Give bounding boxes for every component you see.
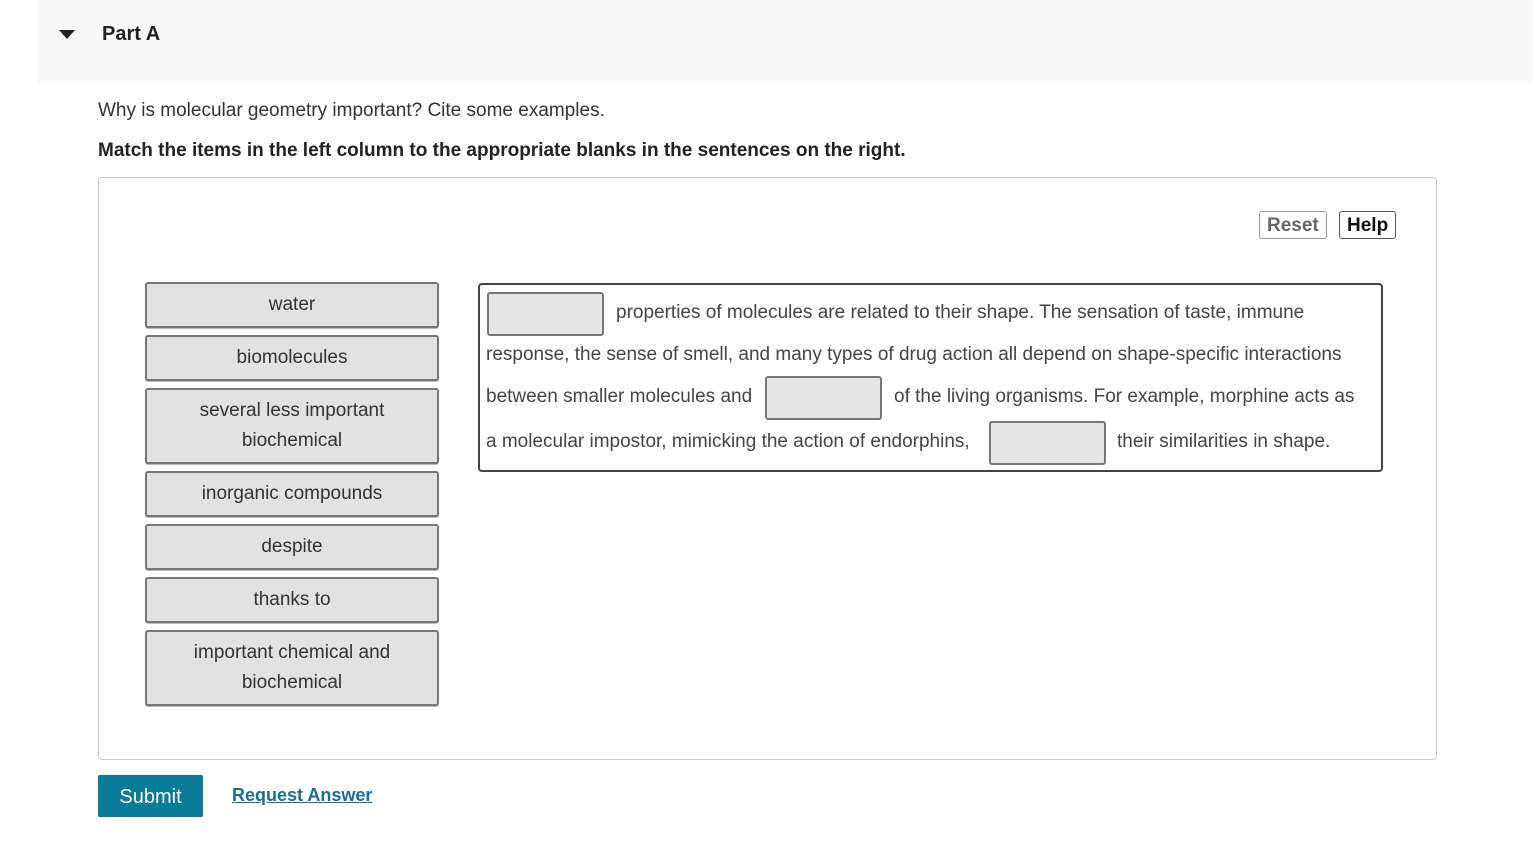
instruction-text: Match the items in the left column to the appropriate blanks in the sentences on the right. [98, 140, 906, 161]
question-text: Why is molecular geometry important? Cite some examples. [98, 100, 605, 121]
blank-3[interactable] [989, 421, 1106, 465]
part-header[interactable] [38, 0, 1533, 83]
drag-item-label: several less important biochemical [199, 400, 385, 451]
request-answer-link[interactable]: Request Answer [232, 785, 373, 805]
drag-item-label: thanks to [253, 589, 331, 610]
help-button[interactable]: Help [1339, 211, 1396, 239]
submit-button[interactable]: Submit [98, 775, 203, 817]
drag-item-label: inorganic compounds [201, 483, 383, 504]
sentence-text: their similarities in shape. [1117, 431, 1331, 452]
sentence-text: a molecular impostor, mimicking the action of endorphins, [486, 431, 970, 452]
drag-item-water[interactable] [145, 282, 439, 328]
sentence-text: of the living organisms. For example, morphine acts as [894, 386, 1355, 407]
drag-item-label: despite [261, 536, 323, 557]
blank-1[interactable] [487, 292, 604, 336]
sentence-box [478, 283, 1383, 472]
drag-item-several-less-important-biochemical[interactable] [145, 388, 439, 464]
blank-2[interactable] [765, 376, 882, 420]
drag-item-important-chemical-and-biochemical[interactable] [145, 630, 439, 706]
drag-item-label: water [268, 294, 316, 315]
drag-item-label: biomolecules [236, 347, 348, 368]
sentence-text: response, the sense of smell, and many types of drug action all depend on shape-specific interactions [486, 344, 1342, 365]
reset-button[interactable]: Reset [1259, 211, 1327, 239]
matching-work-area [98, 177, 1437, 760]
part-title: Part A [102, 23, 161, 45]
drag-item-label: important chemical and biochemical [193, 642, 391, 693]
sentence-text: properties of molecules are related to their shape. The sensation of taste, immune [616, 302, 1305, 323]
drag-item-despite[interactable] [145, 524, 439, 570]
drag-item-inorganic-compounds[interactable] [145, 471, 439, 517]
sentence-text: between smaller molecules and [486, 386, 753, 407]
drag-item-biomolecules[interactable] [145, 335, 439, 381]
collapse-caret-icon[interactable] [59, 30, 75, 39]
drag-item-thanks-to[interactable] [145, 577, 439, 623]
